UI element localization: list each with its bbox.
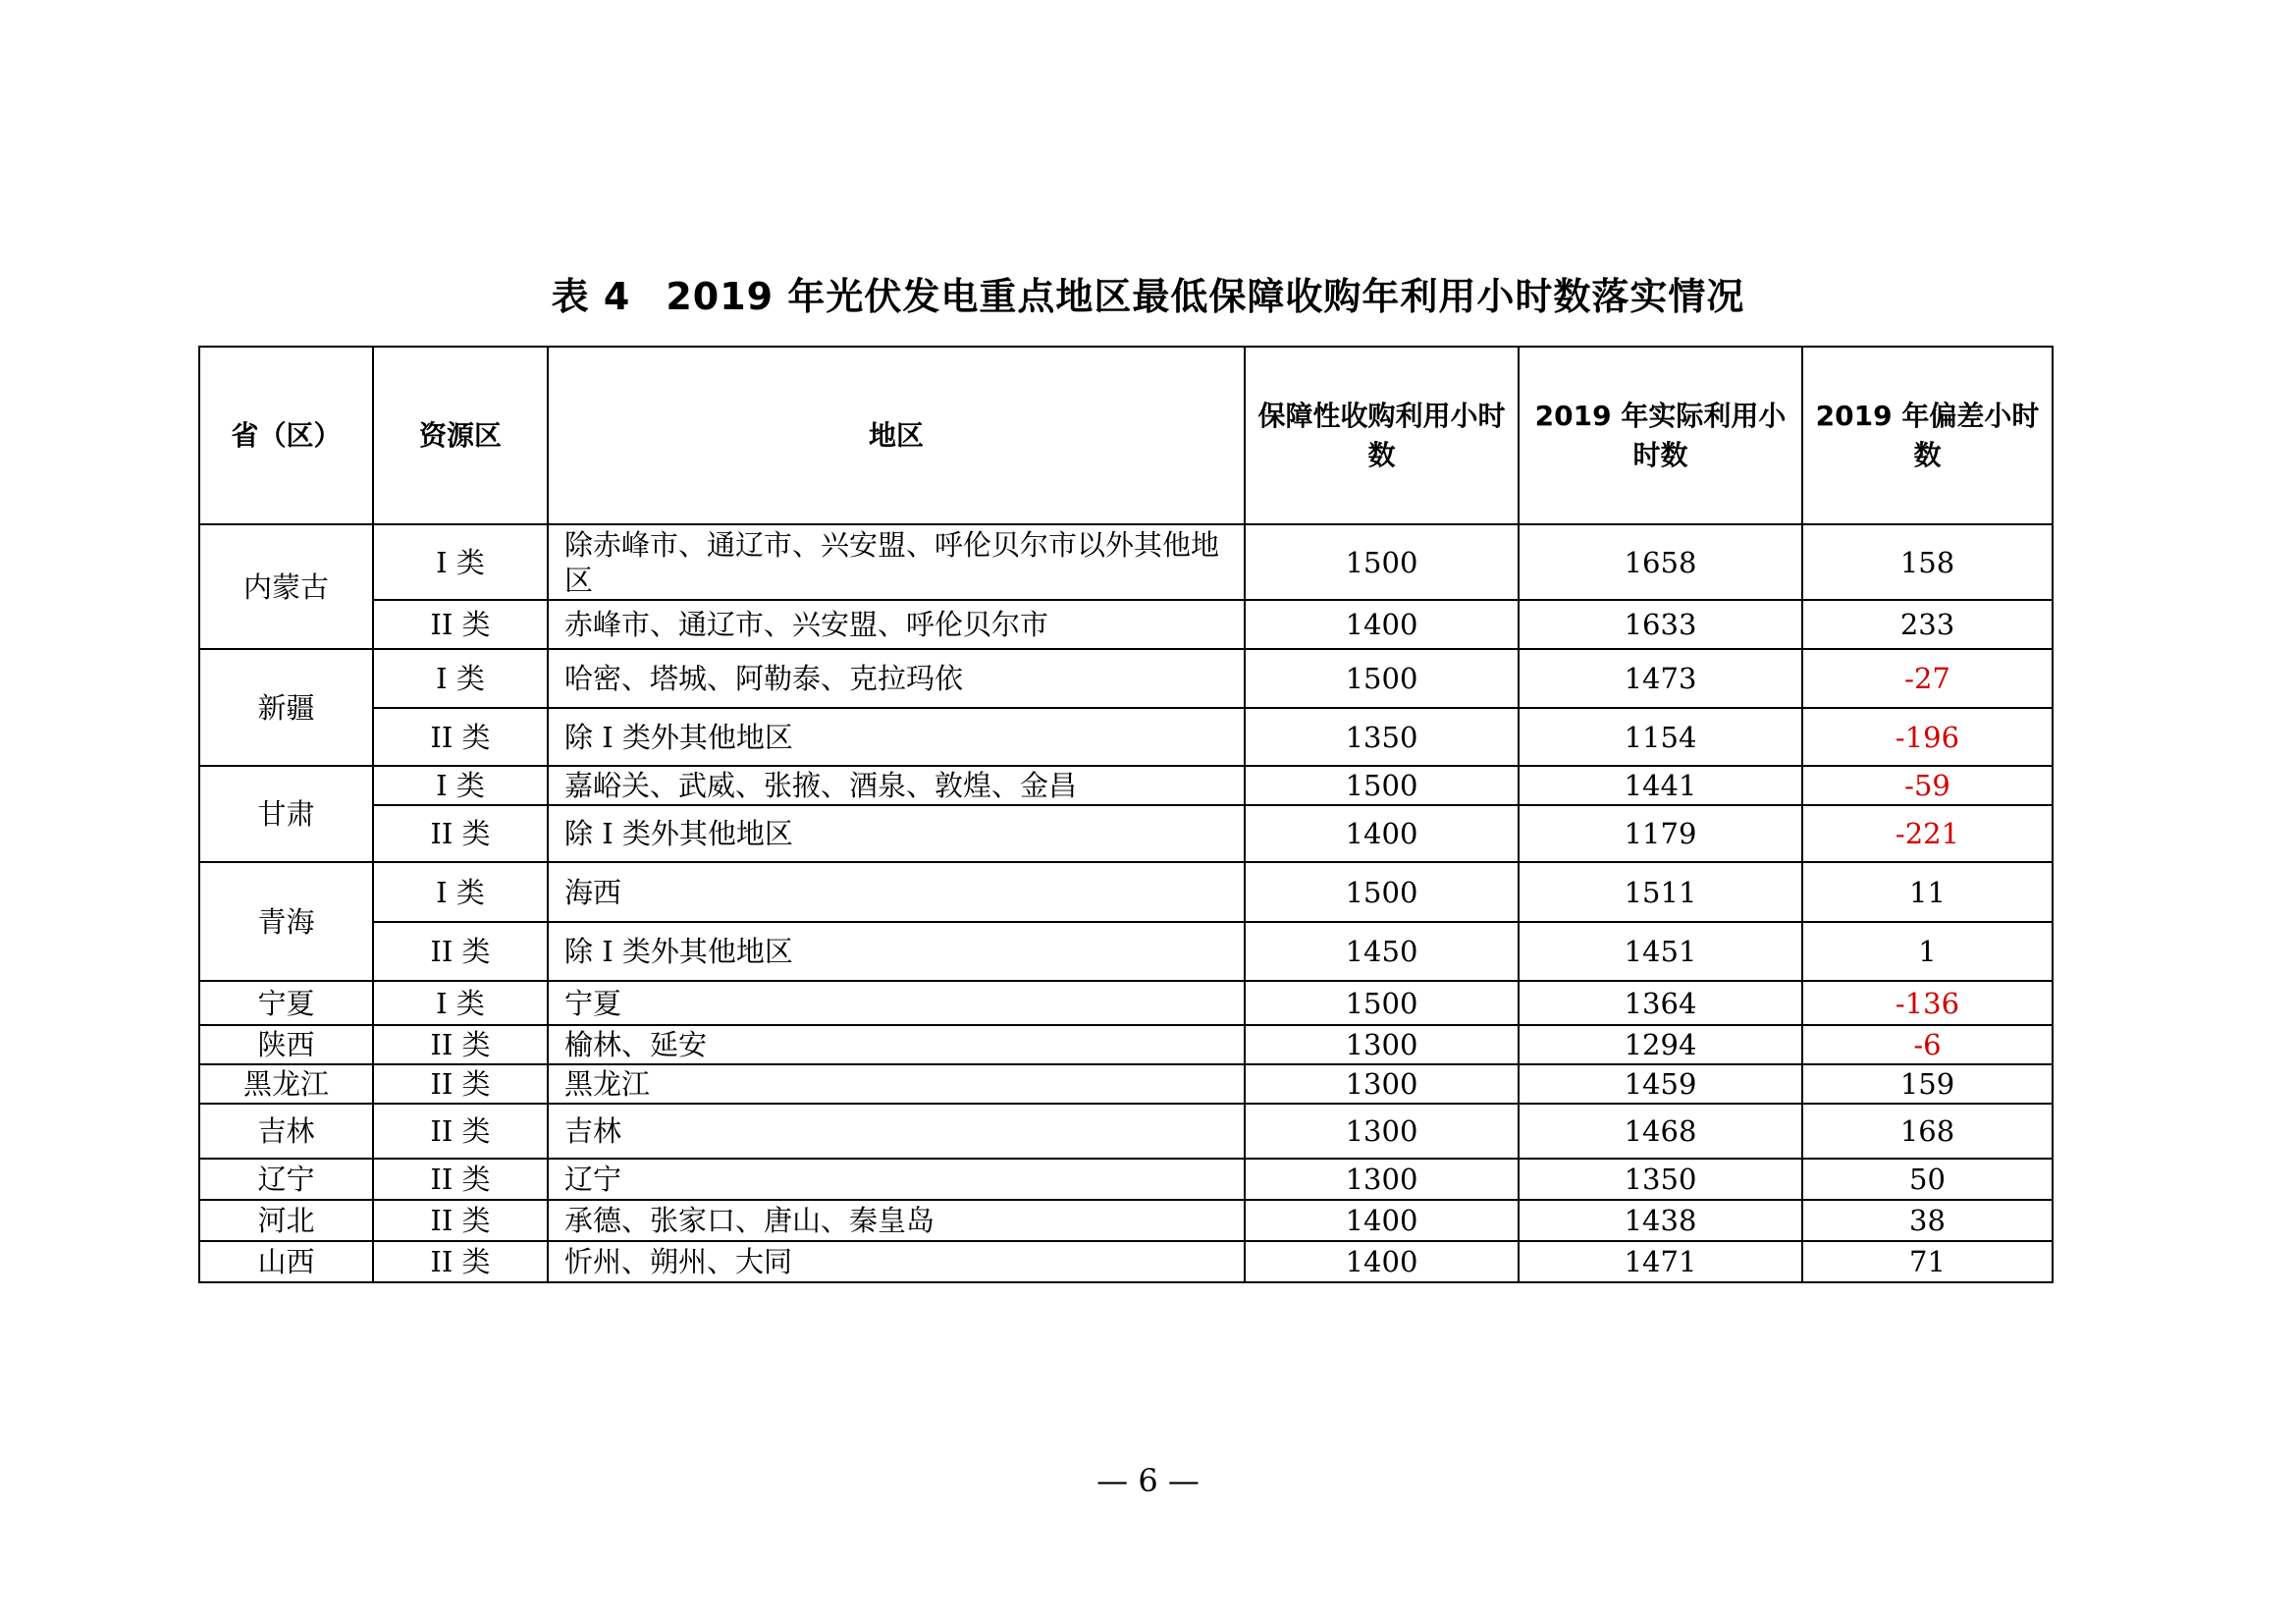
- cell-deviation: 158: [1802, 524, 2053, 600]
- cell-deviation: -136: [1802, 981, 2053, 1025]
- cell-area: 忻州、朔州、大同: [548, 1241, 1245, 1282]
- cell-guaranteed: 1500: [1245, 649, 1519, 708]
- cell-zone: II 类: [373, 1064, 548, 1104]
- cell-guaranteed: 1400: [1245, 1200, 1519, 1241]
- table-row: [199, 600, 2053, 649]
- cell-province: 吉林: [199, 1104, 373, 1159]
- cell-deviation: 38: [1802, 1200, 2053, 1241]
- header-deviation-hours: 2019 年偏差小时数: [1802, 347, 2053, 524]
- cell-actual: 1511: [1519, 862, 1802, 922]
- table-title: [0, 267, 2296, 326]
- cell-deviation: 50: [1802, 1159, 2053, 1200]
- table-row: [199, 1025, 2053, 1064]
- cell-deviation: 71: [1802, 1241, 2053, 1282]
- cell-guaranteed: 1500: [1245, 524, 1519, 600]
- table-row: [199, 649, 2053, 708]
- cell-area: 哈密、塔城、阿勒泰、克拉玛依: [548, 649, 1245, 708]
- cell-actual: 1473: [1519, 649, 1802, 708]
- cell-deviation: 233: [1802, 600, 2053, 649]
- cell-actual: 1154: [1519, 708, 1802, 766]
- table-row: [199, 1200, 2053, 1241]
- cell-actual: 1658: [1519, 524, 1802, 600]
- cell-area: 嘉峪关、武威、张掖、酒泉、敦煌、金昌: [548, 766, 1245, 805]
- cell-guaranteed: 1400: [1245, 1241, 1519, 1282]
- cell-guaranteed: 1300: [1245, 1104, 1519, 1159]
- table-row: [199, 805, 2053, 862]
- utilization-table: [198, 346, 2054, 1283]
- cell-area: 宁夏: [548, 981, 1245, 1025]
- header-guaranteed-hours: 保障性收购利用小时数: [1245, 347, 1519, 524]
- cell-guaranteed: 1300: [1245, 1064, 1519, 1104]
- cell-zone: II 类: [373, 922, 548, 981]
- cell-zone: I 类: [373, 981, 548, 1025]
- cell-zone: II 类: [373, 600, 548, 649]
- cell-guaranteed: 1500: [1245, 981, 1519, 1025]
- cell-province: 新疆: [199, 649, 373, 766]
- cell-deviation: 1: [1802, 922, 2053, 981]
- page-number: — 6 —: [1096, 1462, 1200, 1499]
- cell-area: 除 I 类外其他地区: [548, 922, 1245, 981]
- table-title-prefix: 表 4: [551, 275, 631, 318]
- table-row: [199, 1241, 2053, 1282]
- cell-province: 甘肃: [199, 766, 373, 862]
- cell-actual: 1294: [1519, 1025, 1802, 1064]
- cell-guaranteed: 1400: [1245, 805, 1519, 862]
- header-area: 地区: [548, 347, 1245, 524]
- table-row: [199, 981, 2053, 1025]
- cell-area: 承德、张家口、唐山、秦皇岛: [548, 1200, 1245, 1241]
- table-row: [199, 1064, 2053, 1104]
- table-row: [199, 862, 2053, 922]
- cell-guaranteed: 1500: [1245, 862, 1519, 922]
- cell-deviation: 11: [1802, 862, 2053, 922]
- cell-deviation: -221: [1802, 805, 2053, 862]
- cell-zone: I 类: [373, 766, 548, 805]
- cell-zone: I 类: [373, 862, 548, 922]
- cell-zone: I 类: [373, 524, 548, 600]
- cell-province: 内蒙古: [199, 524, 373, 649]
- cell-zone: II 类: [373, 1241, 548, 1282]
- cell-province: 黑龙江: [199, 1064, 373, 1104]
- cell-province: 山西: [199, 1241, 373, 1282]
- cell-zone: II 类: [373, 708, 548, 766]
- cell-area: 除 I 类外其他地区: [548, 805, 1245, 862]
- cell-actual: 1471: [1519, 1241, 1802, 1282]
- cell-deviation: -59: [1802, 766, 2053, 805]
- cell-actual: 1179: [1519, 805, 1802, 862]
- cell-zone: II 类: [373, 1025, 548, 1064]
- cell-zone: II 类: [373, 805, 548, 862]
- cell-actual: 1441: [1519, 766, 1802, 805]
- cell-zone: II 类: [373, 1159, 548, 1200]
- header-row: [199, 347, 2053, 524]
- cell-area: 吉林: [548, 1104, 1245, 1159]
- cell-guaranteed: 1500: [1245, 766, 1519, 805]
- cell-deviation: -196: [1802, 708, 2053, 766]
- table-row: [199, 1104, 2053, 1159]
- table-title-text: 2019 年光伏发电重点地区最低保障收购年利用小时数落实情况: [666, 275, 1745, 318]
- cell-zone: I 类: [373, 649, 548, 708]
- cell-zone: II 类: [373, 1104, 548, 1159]
- cell-zone: II 类: [373, 1200, 548, 1241]
- header-resource-zone: 资源区: [373, 347, 548, 524]
- cell-area: 海西: [548, 862, 1245, 922]
- cell-province: 宁夏: [199, 981, 373, 1025]
- cell-guaranteed: 1400: [1245, 600, 1519, 649]
- cell-deviation: 159: [1802, 1064, 2053, 1104]
- cell-actual: 1364: [1519, 981, 1802, 1025]
- table-row: [199, 708, 2053, 766]
- cell-actual: 1350: [1519, 1159, 1802, 1200]
- header-actual-hours: 2019 年实际利用小时数: [1519, 347, 1802, 524]
- cell-guaranteed: 1300: [1245, 1159, 1519, 1200]
- table-row: [199, 1159, 2053, 1200]
- cell-deviation: -6: [1802, 1025, 2053, 1064]
- table-row: [199, 922, 2053, 981]
- cell-province: 河北: [199, 1200, 373, 1241]
- cell-actual: 1468: [1519, 1104, 1802, 1159]
- cell-guaranteed: 1350: [1245, 708, 1519, 766]
- table-row: [199, 766, 2053, 805]
- cell-province: 陕西: [199, 1025, 373, 1064]
- cell-area: 赤峰市、通辽市、兴安盟、呼伦贝尔市: [548, 600, 1245, 649]
- cell-deviation: -27: [1802, 649, 2053, 708]
- header-province: 省（区）: [199, 347, 373, 524]
- cell-actual: 1633: [1519, 600, 1802, 649]
- cell-province: 辽宁: [199, 1159, 373, 1200]
- cell-area: 辽宁: [548, 1159, 1245, 1200]
- cell-actual: 1438: [1519, 1200, 1802, 1241]
- cell-deviation: 168: [1802, 1104, 2053, 1159]
- cell-area: 黑龙江: [548, 1064, 1245, 1104]
- cell-area: 榆林、延安: [548, 1025, 1245, 1064]
- table-row: [199, 524, 2053, 600]
- cell-actual: 1459: [1519, 1064, 1802, 1104]
- cell-province: 青海: [199, 862, 373, 981]
- cell-guaranteed: 1300: [1245, 1025, 1519, 1064]
- cell-guaranteed: 1450: [1245, 922, 1519, 981]
- cell-area: 除 I 类外其他地区: [548, 708, 1245, 766]
- cell-area: 除赤峰市、通辽市、兴安盟、呼伦贝尔市以外其他地区: [548, 524, 1245, 600]
- cell-actual: 1451: [1519, 922, 1802, 981]
